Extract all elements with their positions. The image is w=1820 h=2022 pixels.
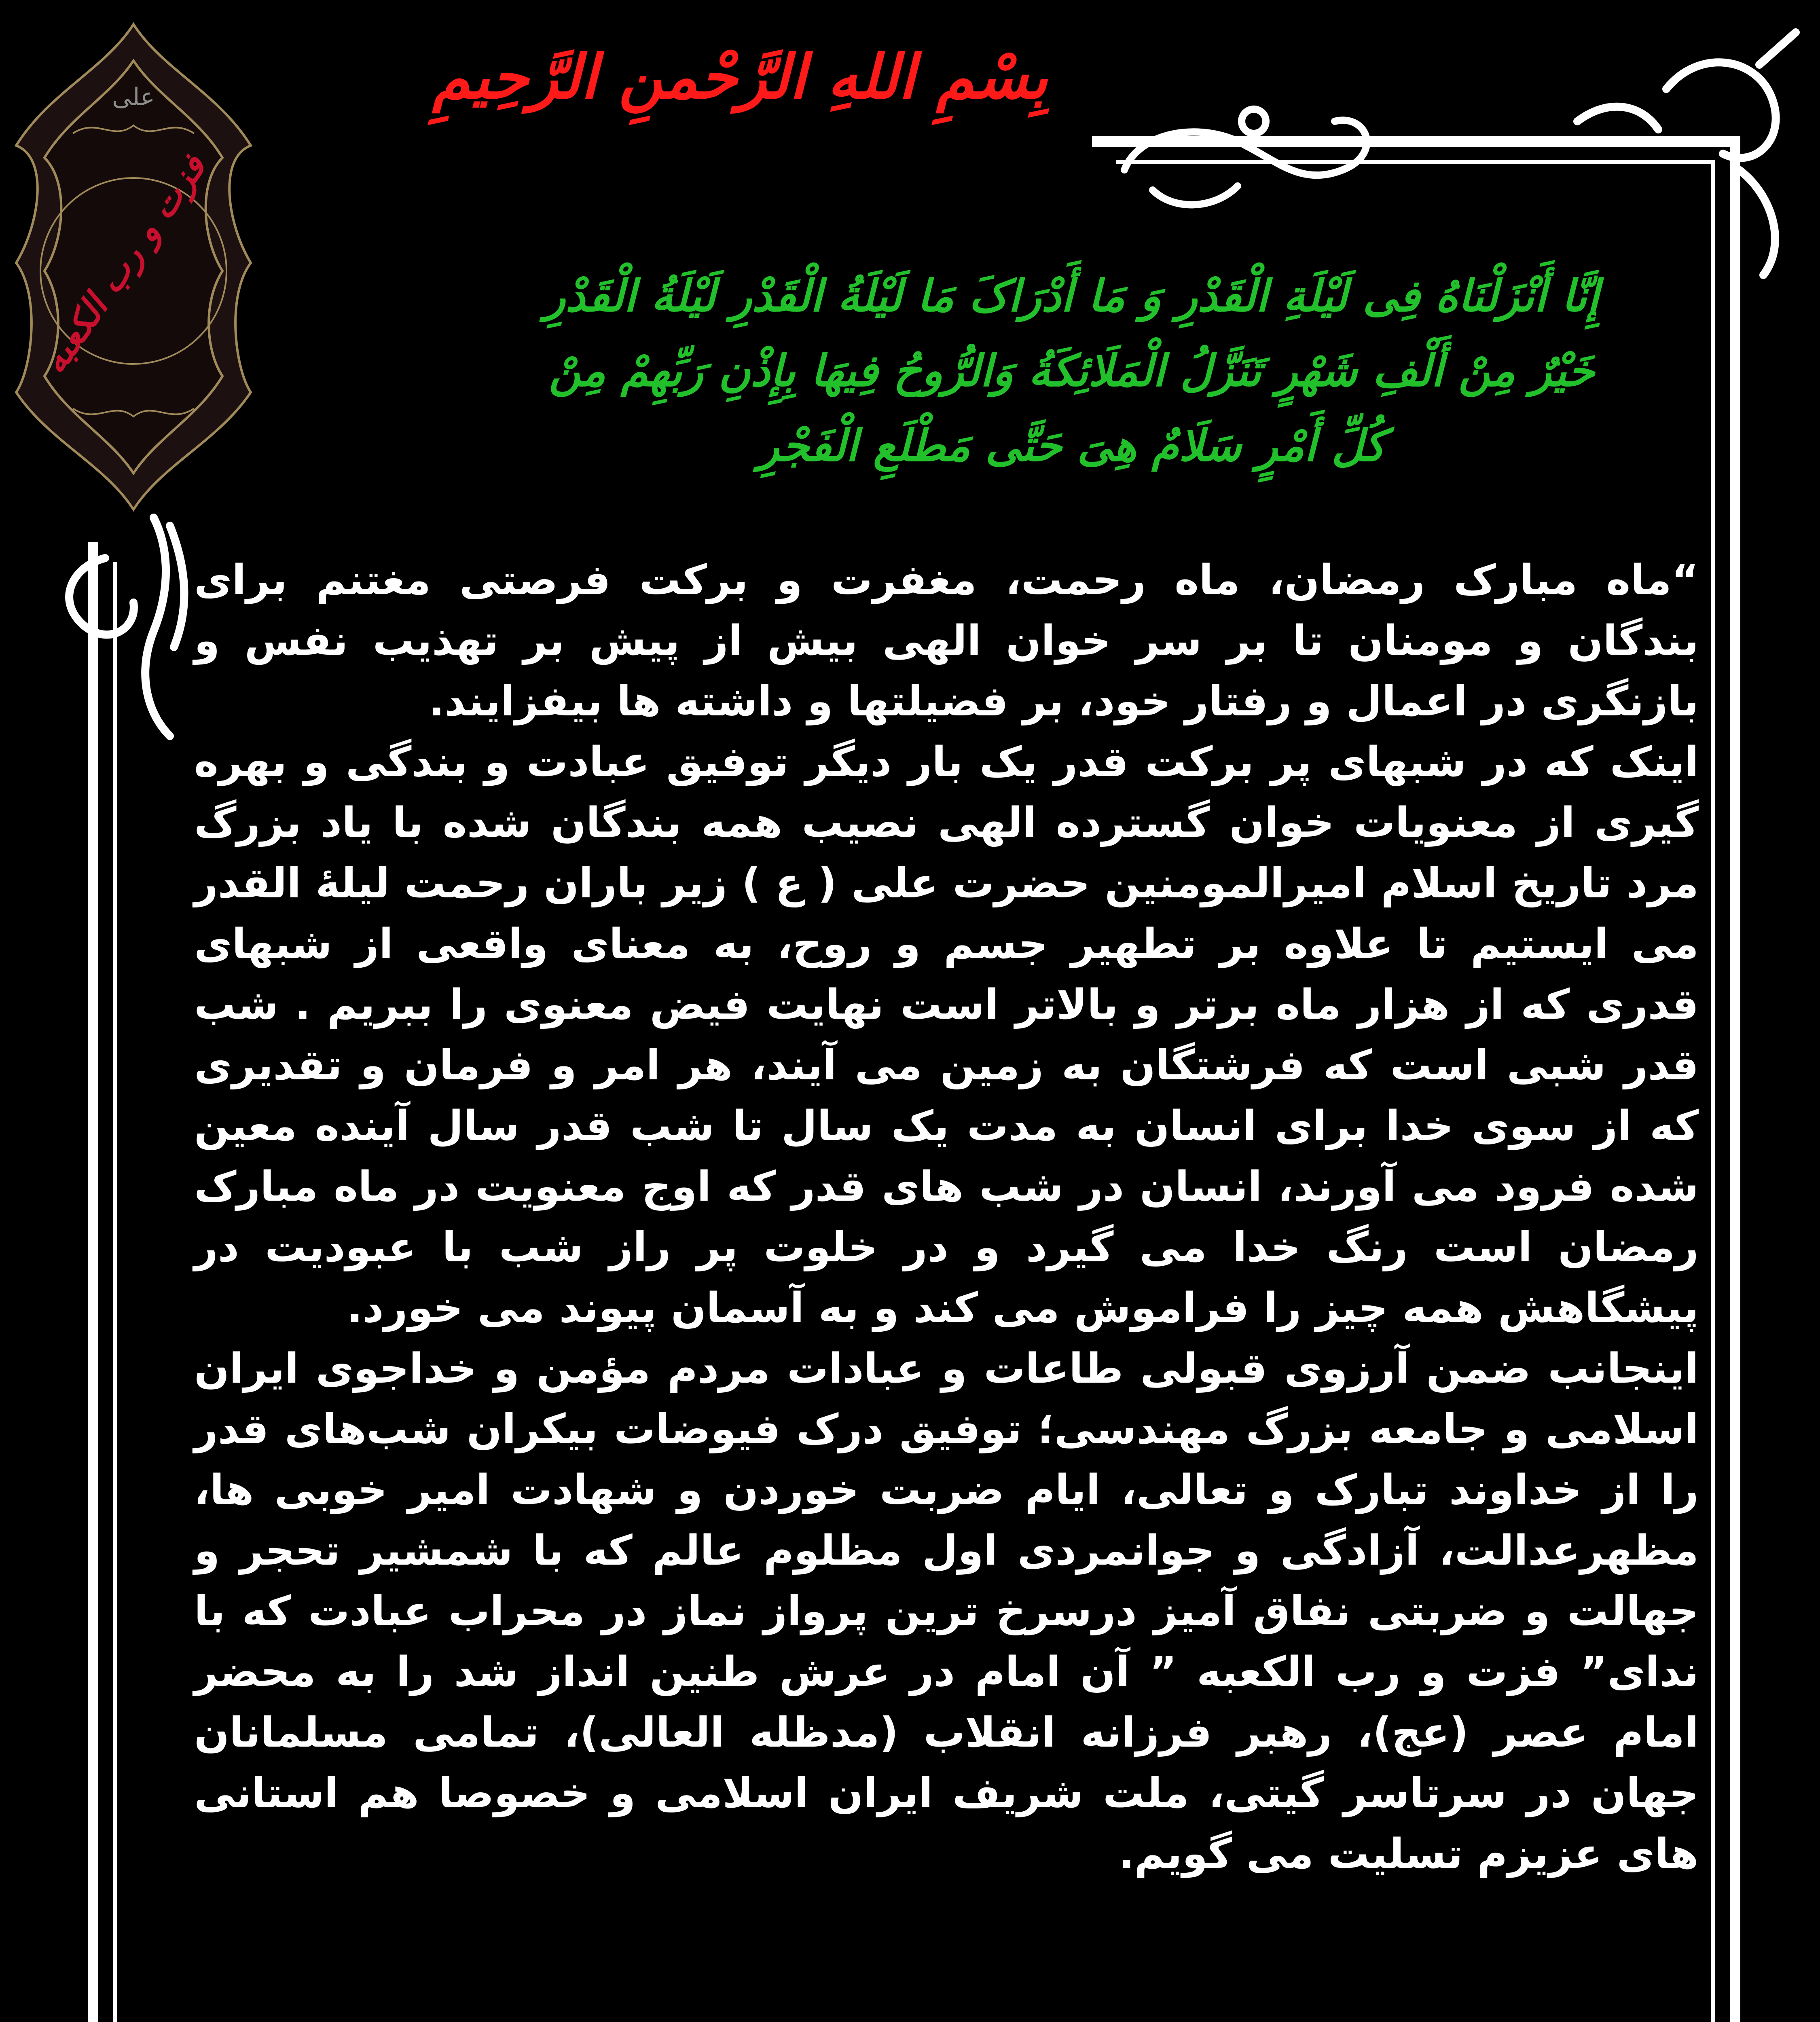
ornamental-scroll-icon: [69, 518, 184, 736]
ornamental-scroll-icon: [1577, 32, 1796, 275]
emblem-medallion: [8, 12, 259, 518]
bismillah-heading: بِسْمِ اللهِ الرَّحْمنِ الرَّحِیمِ: [432, 41, 1048, 112]
emblem-top-text: علی: [112, 83, 155, 111]
quran-verses: [429, 259, 1715, 485]
quran-verse-line: إِنَّا أَنْزَلْنَاهُ فِی لَیْلَةِ الْقَدْرِ وَ مَا أَدْرَاکَ مَا لَیْلَةُ الْقَدْرِ لَیْلَةُ الْقَدْرِ: [544, 271, 1599, 321]
message-paragraph: اینجانب ضمن آرزوی قبولی طاعات و عبادات مردم مؤمن و خداجوی ایران اسلامی و جامعه بزرگ مهندسی؛ توفیق درک فیوضات بیکران شب‌های قدر را از خداوند تبارک و تعالی، ایام ضربت خوردن و شهادت امیر خوبی ها، مظهرعدالت، آزادگی و جوانمردی اول مظلوم عالم که با شمشیر تحجر و جهالت و ضربتی نفاق آمیز درسرخ ترین پرواز نماز در محراب عبادت که با ندای” فزت و رب الکعبه ” آن امام در عرش طنین انداز شد را به محضر امام عصر (عج)، رهبر فرزانه انقلاب (مدظله العالی)، تمامی مسلمانان جهان در سرتاسر گیتی، ملت شریف ایران اسلامی و خصوصا هم استانی های عزیزم تسلیت می گویم.: [194, 1345, 1699, 1878]
condolence-message: [194, 550, 1699, 2022]
message-paragraph: “ماه مبارک رمضان، ماه رحمت، مغفرت و برکت فرصتی مغتنم برای بندگان و مومنان تا بر سر خوان الهی بیش از پیش بر تهذیب نفس و بازنگری در اعمال و رفتار خود، بر فضیلتها و داشته ها بیفزایند.: [194, 556, 1699, 725]
quran-verse-line: خَیْرٌ مِنْ أَلْفِ شَهْرٍ تَنَزَّلُ الْمَلَائِکَةُ وَالرُّوحُ فِیهَا بِإِذْنِ رَبِّهِمْ مِنْ: [549, 345, 1595, 396]
message-paragraph: اینک که در شبهای پر برکت قدر یک بار دیگر توفیق عبادت و بندگی و بهره گیری از معنویات خوان گسترده الهی نصیب همه بندگان شده با یاد بزرگ مرد تاریخ اسلام امیرالمومنین حضرت علی ( ع ) زیر باران رحمت لیلهٔ القدر می ایستیم تا علاوه بر تطهیر جسم و روح، به معنای واقعی از شبهای قدری که از هزار ماه برتر و بالاتر است نهایت فیض معنوی را ببریم . شب قدر شبی است که فرشتگان به زمین می آیند، هر امر و فرمان و تقدیری که از سوی خدا برای انسان به مدت یک سال تا شب قدر سال آینده معین شده فرود می آورند، انسان در شب های قدر که اوج معنویت در ماه مبارک رمضان است رنگ خدا می گیرد و در خلوت پر راز شب با عبودیت در پیشگاهش همه چیز را فراموش می کند و به آسمان پیوند می خورد.: [194, 738, 1699, 1332]
quran-verse-line: کُلِّ أَمْرٍ سَلَامٌ هِیَ حَتَّی مَطْلَعِ الْفَجْرِ: [758, 420, 1386, 471]
emblem-calligraphy: فزت و رب الکعبه: [33, 147, 214, 381]
